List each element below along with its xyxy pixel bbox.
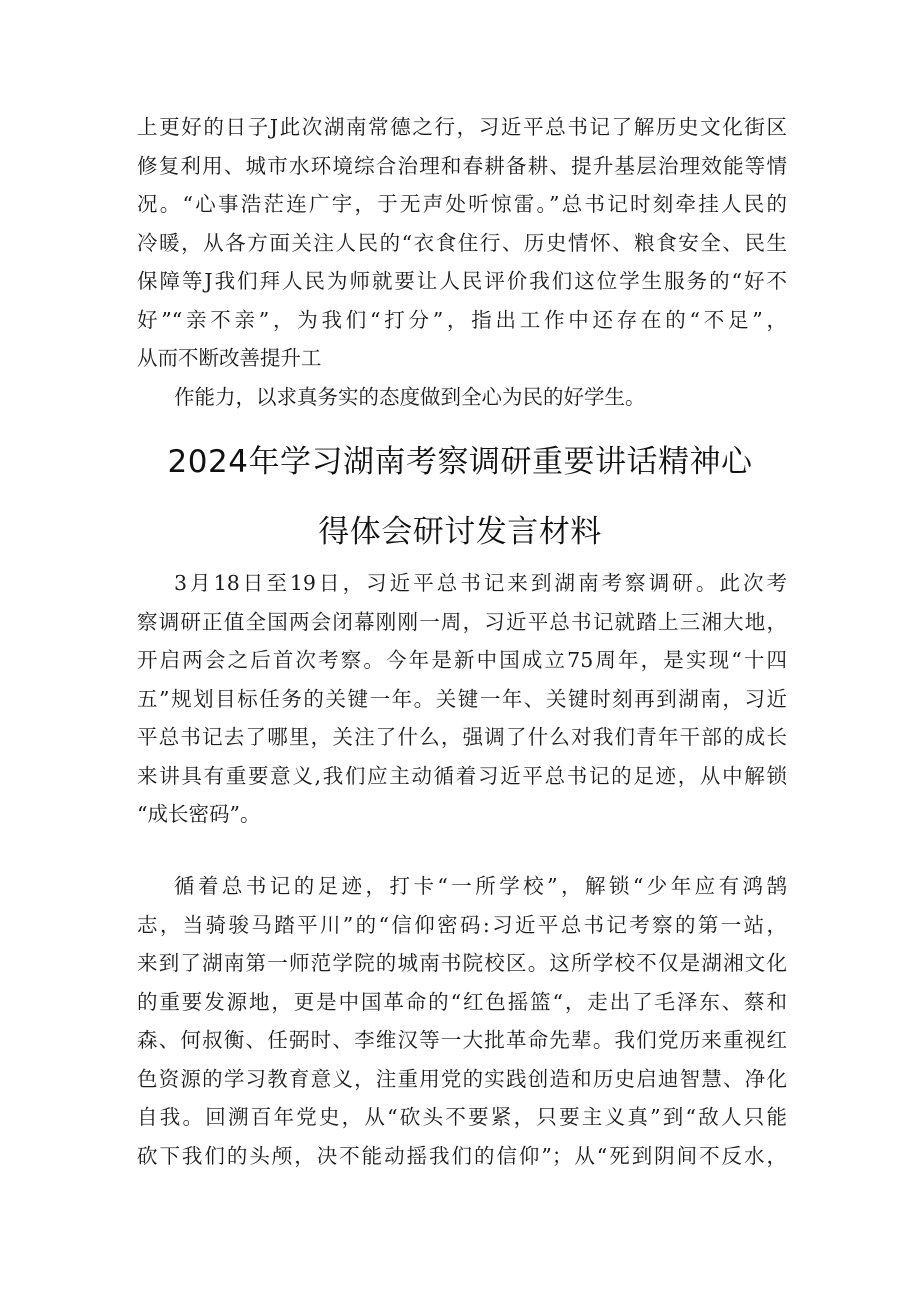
document-title-line-2: 得体会研讨发言材料 bbox=[318, 514, 602, 550]
text-line: 从而不断改善提升工 bbox=[137, 346, 322, 370]
paragraph-2 bbox=[137, 867, 787, 1175]
text-line: 森、何叔衡、任弼时、李维汉等一大批革命先辈。我们党历来重视红 bbox=[137, 1028, 787, 1052]
text-line: 冷暖，从各方面关注人民的“衣食住行、历史情怀、粮食安全、民生 bbox=[137, 230, 787, 255]
text-line: 察调研正值全国两会闭幕刚刚一周，习近平总书记就踏上三湘大地， bbox=[137, 609, 787, 634]
text-line: 砍下我们的头颅，决不能动摇我们的信仰”；从“死到阴间不反水， bbox=[137, 1143, 787, 1168]
text-line: 开启两会之后首次考察。今年是新中国成立75周年，是实现“十四 bbox=[137, 648, 787, 672]
text-line: 志，当骑骏马踏平川”的“信仰密码:习近平总书记考察的第一站， bbox=[137, 912, 787, 937]
top-paragraph bbox=[137, 108, 787, 416]
text-line: 3月18日至19日，习近平总书记来到湖南考察调研。此次考 bbox=[174, 571, 787, 595]
text-line: 作能力，以求真务实的态度做到全心为民的好学生。 bbox=[174, 384, 646, 409]
document-title-line-1: 2024年学习湖南考察调研重要讲话精神心 bbox=[167, 444, 753, 480]
text-line: 保障等J我们拜人民为师就要让人民评价我们这位学生服务的“好不 bbox=[137, 269, 787, 293]
text-line: 循着总书记的足迹，打卡“一所学校”，解锁“少年应有鸿鹄 bbox=[174, 874, 787, 898]
text-line: 好”“亲不亲”，为我们“打分”，指出工作中还存在的“不足”， bbox=[137, 307, 787, 332]
text-line: 况。“心事浩茫连广宇，于无声处听惊雷。”总书记时刻牵挂人民的 bbox=[137, 192, 787, 216]
text-line: “成长密码”。 bbox=[137, 802, 261, 826]
text-line: 来到了湖南第一师范学院的城南书院校区。这所学校不仅是湖湘文化 bbox=[137, 951, 787, 975]
paragraph-1 bbox=[137, 564, 787, 834]
text-line: 五”规划目标任务的关键一年。关键一年、关键时刻再到湖南，习近 bbox=[137, 686, 787, 711]
text-line: 来讲具有重要意义,我们应主动循着习近平总书记的足迹，从中解锁 bbox=[137, 763, 787, 788]
text-line: 自我。回溯百年党史，从“砍头不要紧，只要主义真”到“敌人只能 bbox=[137, 1105, 787, 1129]
text-line: 上更好的日子J此次湖南常德之行，习近平总书记了解历史文化街区 bbox=[137, 115, 787, 139]
text-line: 的重要发源地，更是中国革命的“红色摇篮“，走出了毛泽东、蔡和 bbox=[137, 989, 787, 1014]
text-line: 平总书记去了哪里，关注了什么，强调了什么对我们青年干部的成长 bbox=[137, 725, 787, 749]
text-line: 修复利用、城市水环境综合治理和春耕备耕、提升基层治理效能等情 bbox=[137, 153, 787, 178]
text-line: 色资源的学习教育意义，注重用党的实践创造和历史启迪智慧、净化 bbox=[137, 1066, 787, 1091]
